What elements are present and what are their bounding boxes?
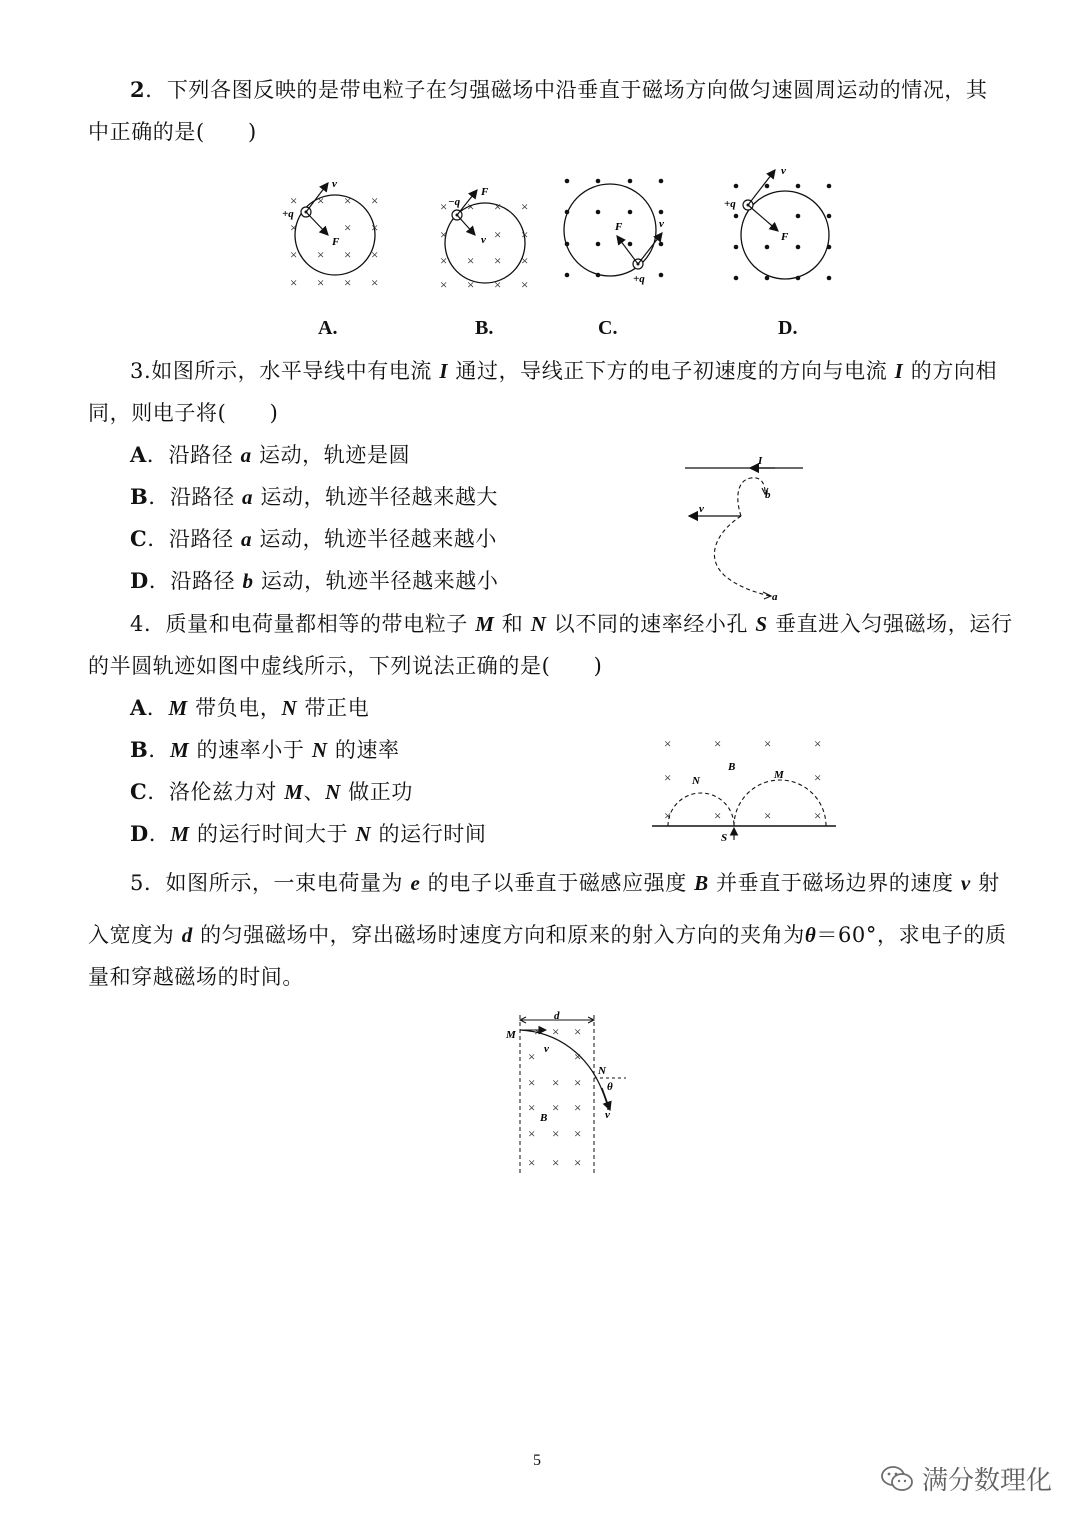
svg-text:θ: θ — [607, 1081, 613, 1093]
svg-text:×: × — [521, 253, 529, 268]
figure-b — [440, 186, 528, 292]
svg-text:×: × — [344, 193, 352, 208]
svg-text:×: × — [467, 253, 475, 268]
svg-text:I: I — [758, 455, 763, 467]
svg-text:×: × — [440, 277, 448, 292]
svg-text:×: × — [521, 199, 529, 214]
q5-figure — [498, 1010, 638, 1180]
svg-text:×: × — [552, 1155, 560, 1170]
svg-text:×: × — [494, 227, 502, 242]
svg-text:×: × — [440, 199, 448, 214]
svg-text:×: × — [764, 736, 772, 751]
svg-text:×: × — [494, 199, 502, 214]
q2-text: ．下列各图反映的是带电粒子在匀强磁场中沿垂直于磁场方向做匀速圆周运动的情况，其 — [145, 78, 988, 102]
svg-text:×: × — [521, 227, 529, 242]
q2-option-d: D. — [778, 317, 798, 339]
svg-text:×: × — [440, 253, 448, 268]
svg-text:×: × — [467, 199, 475, 214]
svg-text:v: v — [544, 1043, 549, 1055]
svg-text:×: × — [552, 1024, 560, 1039]
svg-text:×: × — [528, 1075, 536, 1090]
svg-text:×: × — [371, 220, 379, 235]
svg-text:F: F — [615, 221, 623, 233]
q4-line2: 的半圆轨迹如图中虚线所示，下列说法正确的是( ) — [88, 654, 603, 678]
svg-text:v: v — [605, 1109, 610, 1121]
svg-text:F: F — [332, 236, 340, 248]
q4-option-a: A．M 带负电，N 带正电 — [130, 695, 370, 720]
svg-text:F: F — [781, 231, 789, 243]
svg-text:×: × — [574, 1100, 582, 1115]
q4-option-c: C．洛伦兹力对 M、N 做正功 — [130, 779, 413, 804]
svg-text:×: × — [528, 1155, 536, 1170]
svg-text:×: × — [574, 1049, 582, 1064]
svg-text:×: × — [764, 808, 772, 823]
svg-text:×: × — [528, 1126, 536, 1141]
q3-option-d: D．沿路径 b 运动，轨迹半径越来越小 — [130, 568, 499, 593]
svg-text:v: v — [481, 234, 486, 246]
svg-text:×: × — [521, 277, 529, 292]
q5-line3: 量和穿越磁场的时间。 — [88, 965, 304, 989]
svg-text:v: v — [781, 165, 786, 177]
svg-text:F: F — [481, 186, 489, 198]
q4-option-b: B．M 的速率小于 N 的速率 — [130, 737, 400, 762]
svg-text:×: × — [290, 247, 298, 262]
svg-text:M: M — [506, 1029, 516, 1041]
svg-text:×: × — [552, 1126, 560, 1141]
q3-line1: 3.如图所示，水平导线中有电流 I 通过，导线正下方的电子初速度的方向与电流 I 的方向相 — [130, 359, 998, 383]
svg-text:×: × — [344, 247, 352, 262]
svg-text:M: M — [774, 769, 784, 781]
svg-text:×: × — [467, 277, 475, 292]
figure-a — [282, 178, 378, 290]
svg-text:N: N — [598, 1065, 606, 1077]
svg-text:v: v — [659, 218, 664, 230]
svg-text:×: × — [440, 227, 448, 242]
svg-text:×: × — [664, 736, 672, 751]
watermark — [880, 1460, 1052, 1497]
svg-text:×: × — [664, 808, 672, 823]
q5-line2: 入宽度为 d 的匀强磁场中，穿出磁场时速度方向和原来的射入方向的夹角为θ＝60°，求电子的质 — [88, 923, 1007, 947]
svg-text:v: v — [699, 503, 704, 515]
svg-text:×: × — [814, 770, 822, 785]
svg-text:d: d — [554, 1010, 560, 1022]
q3-figure — [675, 448, 815, 603]
svg-text:×: × — [290, 220, 298, 235]
svg-text:×: × — [371, 247, 379, 262]
svg-text:×: × — [528, 1049, 536, 1064]
svg-text:−q: −q — [448, 196, 461, 208]
q2-option-a: A. — [318, 317, 338, 339]
svg-text:×: × — [317, 247, 325, 262]
svg-text:×: × — [814, 808, 822, 823]
q3-option-b: B．沿路径 a 运动，轨迹半径越来越大 — [130, 484, 499, 509]
svg-text:×: × — [534, 1024, 542, 1039]
svg-text:×: × — [290, 275, 298, 290]
svg-text:B: B — [728, 761, 736, 773]
svg-text:×: × — [574, 1075, 582, 1090]
svg-text:×: × — [574, 1155, 582, 1170]
q2-option-c: C. — [598, 317, 618, 339]
q2-line1 — [130, 75, 988, 105]
watermark-text: 满分数理化 — [922, 1466, 1053, 1496]
svg-text:a: a — [772, 591, 778, 603]
q4-figure — [650, 728, 840, 848]
svg-text:×: × — [574, 1126, 582, 1141]
svg-text:×: × — [714, 736, 722, 751]
svg-text:×: × — [290, 193, 298, 208]
q2-figures — [270, 165, 850, 300]
figure-c — [564, 179, 664, 285]
svg-text:N: N — [692, 775, 700, 787]
svg-text:×: × — [371, 275, 379, 290]
svg-text:×: × — [814, 736, 822, 751]
q4-line1: 4．质量和电荷量都相等的带电粒子 M 和 N 以不同的速率经小孔 S 垂直进入匀强磁场，运行 — [130, 612, 1013, 636]
q2-number: 2 — [130, 77, 146, 102]
page-number: 5 — [533, 1452, 541, 1469]
svg-text:×: × — [494, 277, 502, 292]
svg-text:×: × — [528, 1100, 536, 1115]
svg-text:×: × — [317, 193, 325, 208]
svg-text:×: × — [371, 193, 379, 208]
q2-option-b: B. — [475, 317, 494, 339]
svg-text:×: × — [664, 770, 672, 785]
svg-text:S: S — [721, 832, 728, 844]
svg-text:+q: +q — [633, 273, 645, 285]
q4-option-d: D．M 的运行时间大于 N 的运行时间 — [130, 821, 487, 846]
svg-text:×: × — [574, 1024, 582, 1039]
svg-text:B: B — [540, 1112, 548, 1124]
svg-text:×: × — [714, 808, 722, 823]
svg-text:×: × — [344, 220, 352, 235]
q3-option-c: C．沿路径 a 运动，轨迹半径越来越小 — [130, 526, 497, 551]
svg-text:×: × — [552, 1100, 560, 1115]
svg-text:+q: +q — [282, 208, 294, 220]
q3-line2: 同，则电子将( ) — [88, 401, 279, 425]
q5-line1: 5．如图所示，一束电荷量为 e 的电子以垂直于磁感应强度 B 并垂直于磁场边界的速度 v 射 — [130, 871, 1000, 895]
svg-text:+q: +q — [724, 198, 736, 210]
svg-text:×: × — [494, 253, 502, 268]
svg-text:×: × — [552, 1075, 560, 1090]
svg-text:v: v — [332, 178, 337, 190]
svg-text:×: × — [317, 275, 325, 290]
figure-d — [724, 165, 831, 280]
q2-line2: 中正确的是( ) — [88, 120, 257, 144]
q3-option-a: A．沿路径 a 运动，轨迹是圆 — [130, 442, 411, 467]
svg-text:b: b — [765, 489, 771, 501]
chat-bubble-icon — [880, 1464, 914, 1494]
svg-text:×: × — [344, 275, 352, 290]
